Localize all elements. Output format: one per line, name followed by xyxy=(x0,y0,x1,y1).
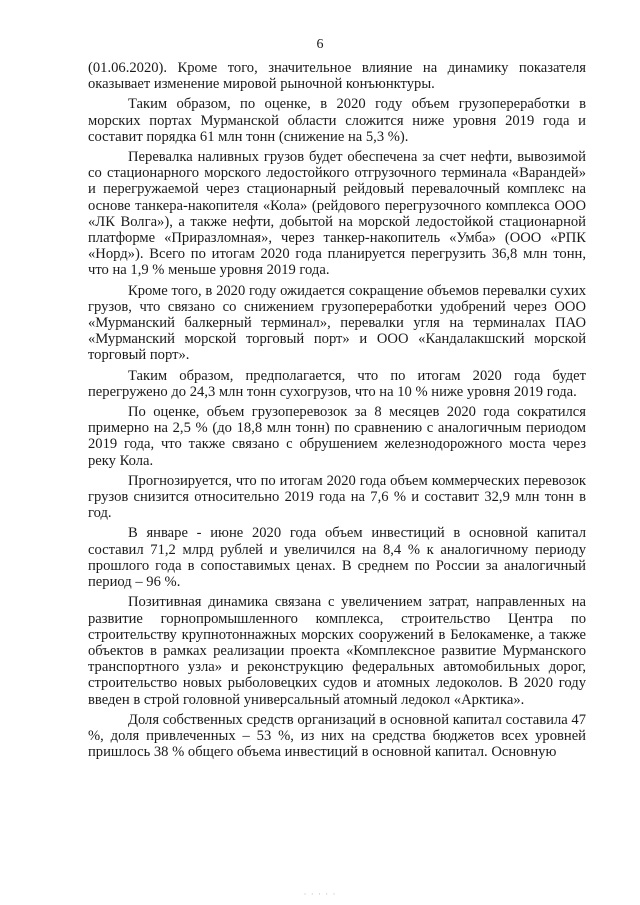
paragraph-dry-cargo-total: Таким образом, предполагается, что по итогам 2020 года будет перегружено до 24,3 млн тонн сухогрузов, что на 10 % ниже уровня 2019 года. xyxy=(88,367,586,400)
body-text xyxy=(88,60,586,764)
paragraph-own-funds: Доля собственных средств организаций в основной капитал составила 47 %, доля привлеченных – 53 %, из них на средства бюджетов всех уровней пришлось 38 % общего объема инвестиций в основной капитал. Основную xyxy=(88,711,586,761)
paragraph-positive-dynamics: Позитивная динамика связана с увеличением затрат, направленных на развитие горнопромышленного комплекса, строительство Центра по строительству крупнотоннажных морских сооружений в Белокаменке, а также объектов в рамках реализации проекта «Комплексное развитие Мурманского транспортного узла» и реконструкцию федеральных автомобильных дорог, строительство новых рыболовецких судов и атомных ледоколов. В 2020 году введен в строй головной универсальный атомный ледокол «Арктика». xyxy=(88,594,586,708)
page-number: 6 xyxy=(316,37,324,52)
paragraph-dry-cargo: Кроме того, в 2020 году ожидается сокращение объемов перевалки сухих грузов, что связано со снижением грузопереработки удобрений через ООО «Мурманский балкерный терминал», перевалки угля на терминалах ПАО «Мурманский морской торговый порт» и ООО «Кандалакшский морской торговый порт». xyxy=(88,282,586,364)
paragraph-continuation: (01.06.2020). Кроме того, значительное влияние на динамику показателя оказывает изменение мировой рыночной конъюнктуры. xyxy=(88,60,586,93)
footer-mark: · · · · · xyxy=(303,889,337,899)
paragraph-cargo-estimate: Таким образом, по оценке, в 2020 году объем грузопереработки в морских портах Мурманской области сложится ниже уровня 2019 года и составит порядка 61 млн тонн (снижение на 5,3 %). xyxy=(88,96,586,145)
paragraph-transport-8-months: По оценке, объем грузоперевозок за 8 месяцев 2020 года сократился примерно на 2,5 % (до 18,8 млн тонн) по сравнению с аналогичным периодом 2019 года, что также связано с обрушением железнодорожного моста через реку Кола. xyxy=(88,404,586,469)
paragraph-investments: В январе - июне 2020 года объем инвестиций в основной капитал составил 71,2 млрд рублей и увеличился на 8,4 % к аналогичному периоду прошлого года в сопоставимых ценах. В среднем по России за аналогичный период – 96 %. xyxy=(88,525,586,591)
paragraph-transport-forecast: Прогнозируется, что по итогам 2020 года объем коммерческих перевозок грузов снизится относительно 2019 года на 7,6 % и составит 32,9 млн тонн в год. xyxy=(88,472,586,522)
paragraph-liquid-cargo: Перевалка наливных грузов будет обеспечена за счет нефти, вывозимой со стационарного морского ледостойкого отгрузочного терминала «Варандей» и перегружаемой через стационарный рейдовый перевалочный комплекс на основе танкера-накопителя «Кола» (рейдового перегрузочного комплекса ООО «ЛК Волга»), а также нефти, добытой на морской ледостойкой стационарной платформе «Приразломная», через танкер-накопитель «Умба» (ООО «РПК «Норд»). Всего по итогам 2020 года планируется перегрузить 36,8 млн тонн, что на 1,9 % меньше уровня 2019 года. xyxy=(88,149,586,279)
